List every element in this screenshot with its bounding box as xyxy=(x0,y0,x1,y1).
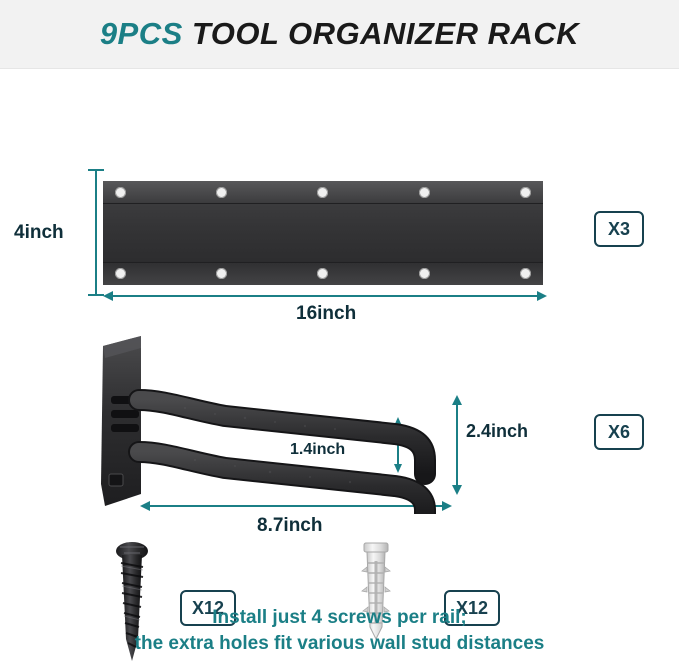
dimension-hook-inner-height: 1.4inch xyxy=(290,441,346,458)
quantity-badge-hook: X6 xyxy=(594,414,644,450)
dimension-rail-height: 4inch xyxy=(14,222,64,243)
installation-note-line2: the extra holes fit various wall stud distances xyxy=(134,633,545,654)
dimension-rail-length: 16inch xyxy=(296,303,357,324)
rail-mount-hole xyxy=(419,187,430,198)
dimension-hook-height: 2.4inch xyxy=(466,421,529,441)
rail-mount-hole xyxy=(216,187,227,198)
rail-mount-hole xyxy=(317,268,328,279)
rail-mount-hole xyxy=(115,268,126,279)
dimension-hook-length: 8.7inch xyxy=(257,515,323,536)
rail-mount-hole xyxy=(520,187,531,198)
quantity-badge-anchor: X12 xyxy=(444,590,500,626)
rail-mount-hole xyxy=(520,268,531,279)
header-banner xyxy=(0,0,679,69)
installation-note xyxy=(0,605,679,657)
title-product: TOOL ORGANIZER RACK xyxy=(191,16,580,51)
rail-mount-hole xyxy=(216,268,227,279)
installation-note-line1: Install just 4 screws per rail; xyxy=(212,607,467,628)
page-title xyxy=(100,16,579,52)
double-utility-hook xyxy=(95,334,465,509)
rail-mount-hole xyxy=(317,187,328,198)
rail-mount-hole xyxy=(115,187,126,198)
wall-mount-rail xyxy=(103,181,543,285)
title-quantity: 9PCS xyxy=(99,16,183,51)
rail-mount-hole xyxy=(419,268,430,279)
quantity-badge-rail: X3 xyxy=(594,211,644,247)
quantity-badge-screw: X12 xyxy=(180,590,236,626)
product-diagram xyxy=(0,69,679,665)
